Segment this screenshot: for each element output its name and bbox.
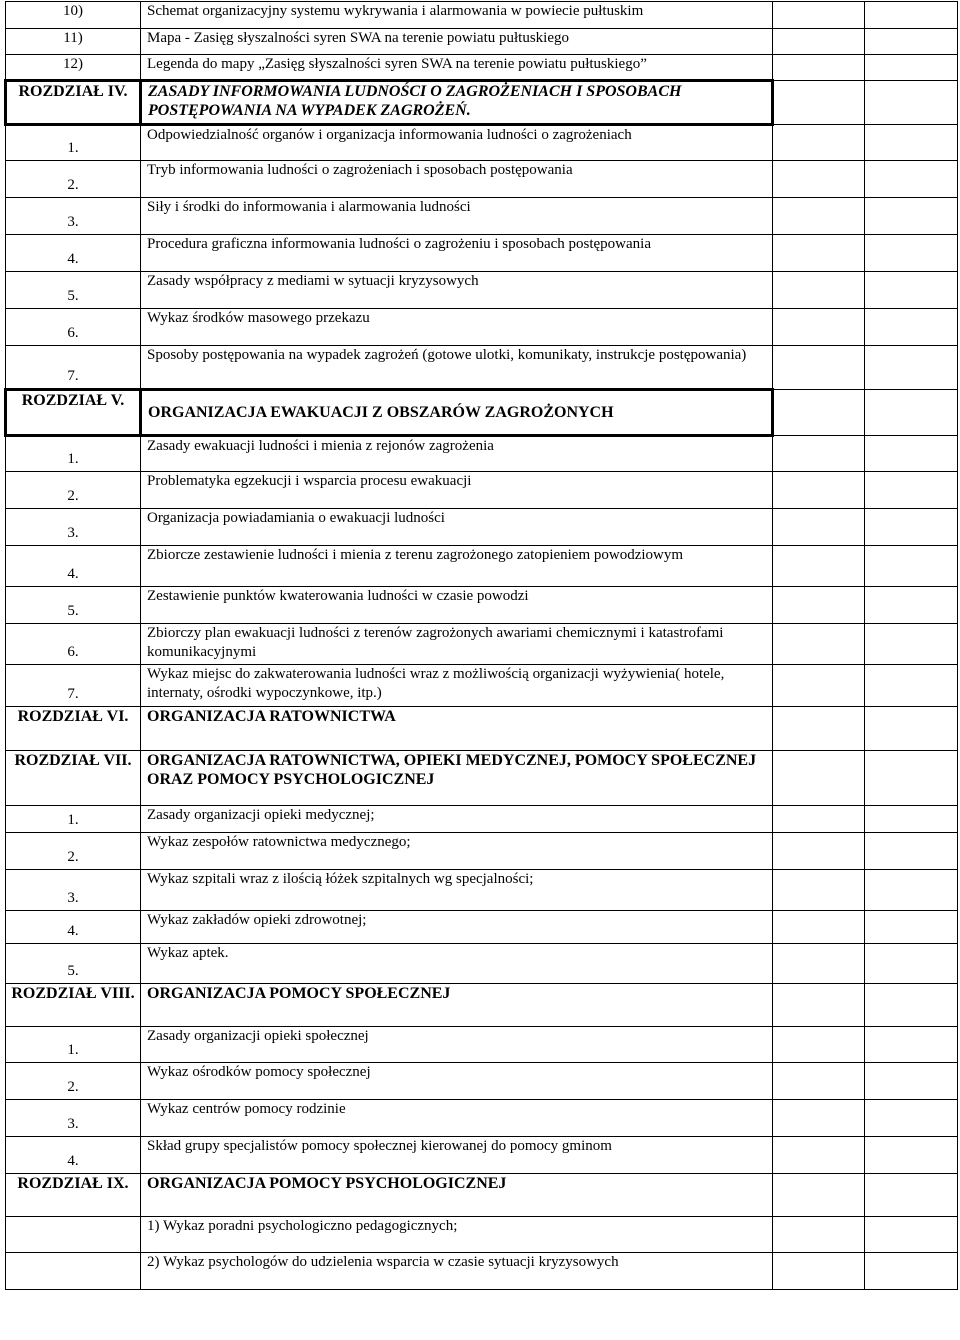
notes-cell <box>865 346 958 390</box>
toc-row <box>6 665 958 707</box>
toc-row <box>6 624 958 665</box>
item-number: 5. <box>6 272 141 309</box>
item-number: 2. <box>6 1063 141 1100</box>
chapter-row <box>6 707 958 751</box>
chapter-title: ORGANIZACJA RATOWNICTWA, OPIEKI MEDYCZNEJ, POMOCY SPOŁECZNEJ ORAZ POMOCY PSYCHOLOGICZNEJ <box>141 751 773 806</box>
item-title: 1) Wykaz poradni psychologiczno pedagogicznych; <box>141 1217 773 1253</box>
page-cell <box>773 1253 865 1290</box>
page-cell <box>773 944 865 984</box>
page-cell <box>773 1063 865 1100</box>
item-title: Zasady organizacji opieki społecznej <box>141 1027 773 1063</box>
notes-cell <box>865 1253 958 1290</box>
toc-row <box>6 436 958 472</box>
page-cell <box>773 984 865 1027</box>
notes-cell <box>865 944 958 984</box>
toc-row <box>6 806 958 833</box>
notes-cell <box>865 436 958 472</box>
chapter-row <box>6 1174 958 1217</box>
notes-cell <box>865 1137 958 1174</box>
item-title: Wykaz zespołów ratownictwa medycznego; <box>141 833 773 870</box>
page-cell <box>773 624 865 665</box>
page-cell <box>773 833 865 870</box>
item-number: 1. <box>6 125 141 161</box>
notes-cell <box>865 911 958 944</box>
item-title: Schemat organizacyjny systemu wykrywania i alarmowania w powiecie pułtuskim <box>141 2 773 29</box>
item-title: Tryb informowania ludności o zagrożeniach i sposobach postępowania <box>141 161 773 198</box>
chapter-title: ORGANIZACJA RATOWNICTWA <box>141 707 773 751</box>
toc-row <box>6 1100 958 1137</box>
item-title: Sposoby postępowania na wypadek zagrożeń (gotowe ulotki, komunikaty, instrukcje postępowania) <box>141 346 773 390</box>
notes-cell <box>865 55 958 81</box>
toc-row <box>6 55 958 81</box>
item-title: Problematyka egzekucji i wsparcia procesu ewakuacji <box>141 472 773 509</box>
item-title: Wykaz zakładów opieki zdrowotnej; <box>141 911 773 944</box>
notes-cell <box>865 509 958 546</box>
toc-row <box>6 1027 958 1063</box>
notes-cell <box>865 29 958 55</box>
item-title: Odpowiedzialność organów i organizacja informowania ludności o zagrożeniach <box>141 125 773 161</box>
notes-cell <box>865 707 958 751</box>
page-cell <box>773 161 865 198</box>
chapter-row <box>6 390 958 436</box>
notes-cell <box>865 1063 958 1100</box>
toc-body <box>6 2 958 1290</box>
toc-row <box>6 235 958 272</box>
item-number <box>6 1217 141 1253</box>
item-number: 3. <box>6 870 141 911</box>
toc-row <box>6 944 958 984</box>
item-title: Wykaz aptek. <box>141 944 773 984</box>
item-title: Mapa - Zasięg słyszalności syren SWA na terenie powiatu pułtuskiego <box>141 29 773 55</box>
page-cell <box>773 272 865 309</box>
item-title: Wykaz miejsc do zakwaterowania ludności wraz z możliwością organizacji wyżywienia( hotele, internaty, ośrodki wypoczynkowe, itp.) <box>141 665 773 707</box>
page-cell <box>773 125 865 161</box>
toc-row <box>6 125 958 161</box>
notes-cell <box>865 1217 958 1253</box>
chapter-title: ORGANIZACJA POMOCY PSYCHOLOGICZNEJ <box>141 1174 773 1217</box>
page-cell <box>773 55 865 81</box>
chapter-number: ROZDZIAŁ IV. <box>6 81 141 125</box>
item-number: 2. <box>6 472 141 509</box>
chapter-title: ZASADY INFORMOWANIA LUDNOŚCI O ZAGROŻENIACH I SPOSOBACH POSTĘPOWANIA NA WYPADEK ZAGROŻEŃ. <box>141 81 773 125</box>
item-number: 10) <box>6 2 141 29</box>
document-page <box>4 1 956 1290</box>
item-number: 6. <box>6 624 141 665</box>
table-of-contents <box>4 1 958 1290</box>
item-number: 1. <box>6 1027 141 1063</box>
notes-cell <box>865 272 958 309</box>
page-cell <box>773 81 865 125</box>
toc-row <box>6 346 958 390</box>
page-cell <box>773 390 865 436</box>
toc-row <box>6 1063 958 1100</box>
page-cell <box>773 1027 865 1063</box>
item-number: 3. <box>6 509 141 546</box>
page-cell <box>773 1100 865 1137</box>
page-cell <box>773 806 865 833</box>
notes-cell <box>865 546 958 587</box>
chapter-number: ROZDZIAŁ VI. <box>6 707 141 751</box>
notes-cell <box>865 198 958 235</box>
page-cell <box>773 911 865 944</box>
toc-row <box>6 272 958 309</box>
item-title: Zbiorcze zestawienie ludności i mienia z terenu zagrożonego zatopieniem powodziowym <box>141 546 773 587</box>
page-cell <box>773 2 865 29</box>
notes-cell <box>865 309 958 346</box>
toc-row <box>6 587 958 624</box>
chapter-row <box>6 751 958 806</box>
chapter-number: ROZDZIAŁ IX. <box>6 1174 141 1217</box>
toc-row <box>6 472 958 509</box>
chapter-title: ORGANIZACJA POMOCY SPOŁECZNEJ <box>141 984 773 1027</box>
item-title: Legenda do mapy „Zasięg słyszalności syren SWA na terenie powiatu pułtuskiego” <box>141 55 773 81</box>
page-cell <box>773 546 865 587</box>
toc-row <box>6 2 958 29</box>
toc-row <box>6 161 958 198</box>
page-cell <box>773 1174 865 1217</box>
toc-row <box>6 546 958 587</box>
item-number: 4. <box>6 235 141 272</box>
toc-row <box>6 198 958 235</box>
notes-cell <box>865 81 958 125</box>
notes-cell <box>865 390 958 436</box>
item-number: 3. <box>6 1100 141 1137</box>
notes-cell <box>865 806 958 833</box>
item-number: 2. <box>6 161 141 198</box>
item-title: Zasady ewakuacji ludności i mienia z rejonów zagrożenia <box>141 436 773 472</box>
page-cell <box>773 665 865 707</box>
item-title: Wykaz centrów pomocy rodzinie <box>141 1100 773 1137</box>
item-number: 1. <box>6 436 141 472</box>
chapter-number: ROZDZIAŁ V. <box>6 390 141 436</box>
notes-cell <box>865 587 958 624</box>
item-number: 7. <box>6 665 141 707</box>
page-cell <box>773 309 865 346</box>
chapter-number: ROZDZIAŁ VIII. <box>6 984 141 1027</box>
item-number: 4. <box>6 546 141 587</box>
item-number: 4. <box>6 911 141 944</box>
notes-cell <box>865 161 958 198</box>
page-cell <box>773 1217 865 1253</box>
item-title: Wykaz ośrodków pomocy społecznej <box>141 1063 773 1100</box>
toc-row <box>6 1217 958 1253</box>
item-number: 11) <box>6 29 141 55</box>
page-cell <box>773 198 865 235</box>
chapter-title: ORGANIZACJA EWAKUACJI Z OBSZARÓW ZAGROŻONYCH <box>141 390 773 436</box>
notes-cell <box>865 1174 958 1217</box>
item-number: 6. <box>6 309 141 346</box>
item-number: 7. <box>6 346 141 390</box>
item-number: 3. <box>6 198 141 235</box>
page-cell <box>773 870 865 911</box>
notes-cell <box>865 1100 958 1137</box>
page-cell <box>773 707 865 751</box>
item-title: Wykaz szpitali wraz z ilością łóżek szpitalnych wg specjalności; <box>141 870 773 911</box>
item-title: Wykaz środków masowego przekazu <box>141 309 773 346</box>
page-cell <box>773 29 865 55</box>
item-number: 5. <box>6 944 141 984</box>
item-number: 12) <box>6 55 141 81</box>
item-title: Zestawienie punktów kwaterowania ludności w czasie powodzi <box>141 587 773 624</box>
notes-cell <box>865 751 958 806</box>
chapter-number: ROZDZIAŁ VII. <box>6 751 141 806</box>
item-number: 1. <box>6 806 141 833</box>
item-title: 2) Wykaz psychologów do udzielenia wsparcia w czasie sytuacji kryzysowych <box>141 1253 773 1290</box>
notes-cell <box>865 472 958 509</box>
item-number: 4. <box>6 1137 141 1174</box>
item-number <box>6 1253 141 1290</box>
page-cell <box>773 436 865 472</box>
toc-row <box>6 1137 958 1174</box>
item-number: 2. <box>6 833 141 870</box>
notes-cell <box>865 2 958 29</box>
item-title: Organizacja powiadamiania o ewakuacji ludności <box>141 509 773 546</box>
notes-cell <box>865 1027 958 1063</box>
toc-row <box>6 870 958 911</box>
toc-row <box>6 29 958 55</box>
page-cell <box>773 587 865 624</box>
toc-row <box>6 309 958 346</box>
chapter-row <box>6 81 958 125</box>
notes-cell <box>865 125 958 161</box>
page-cell <box>773 509 865 546</box>
item-title: Zasady współpracy z mediami w sytuacji kryzysowych <box>141 272 773 309</box>
page-cell <box>773 472 865 509</box>
notes-cell <box>865 235 958 272</box>
toc-row <box>6 911 958 944</box>
item-title: Zbiorczy plan ewakuacji ludności z terenów zagrożonych awariami chemicznymi i katastrofami komunikacyjnymi <box>141 624 773 665</box>
toc-row <box>6 1253 958 1290</box>
page-cell <box>773 1137 865 1174</box>
item-title: Siły i środki do informowania i alarmowania ludności <box>141 198 773 235</box>
item-number: 5. <box>6 587 141 624</box>
page-cell <box>773 751 865 806</box>
notes-cell <box>865 870 958 911</box>
notes-cell <box>865 624 958 665</box>
item-title: Zasady organizacji opieki medycznej; <box>141 806 773 833</box>
notes-cell <box>865 833 958 870</box>
notes-cell <box>865 665 958 707</box>
notes-cell <box>865 984 958 1027</box>
chapter-row <box>6 984 958 1027</box>
page-cell <box>773 346 865 390</box>
item-title: Skład grupy specjalistów pomocy społecznej kierowanej do pomocy gminom <box>141 1137 773 1174</box>
toc-row <box>6 509 958 546</box>
item-title: Procedura graficzna informowania ludności o zagrożeniu i sposobach postępowania <box>141 235 773 272</box>
toc-row <box>6 833 958 870</box>
page-cell <box>773 235 865 272</box>
